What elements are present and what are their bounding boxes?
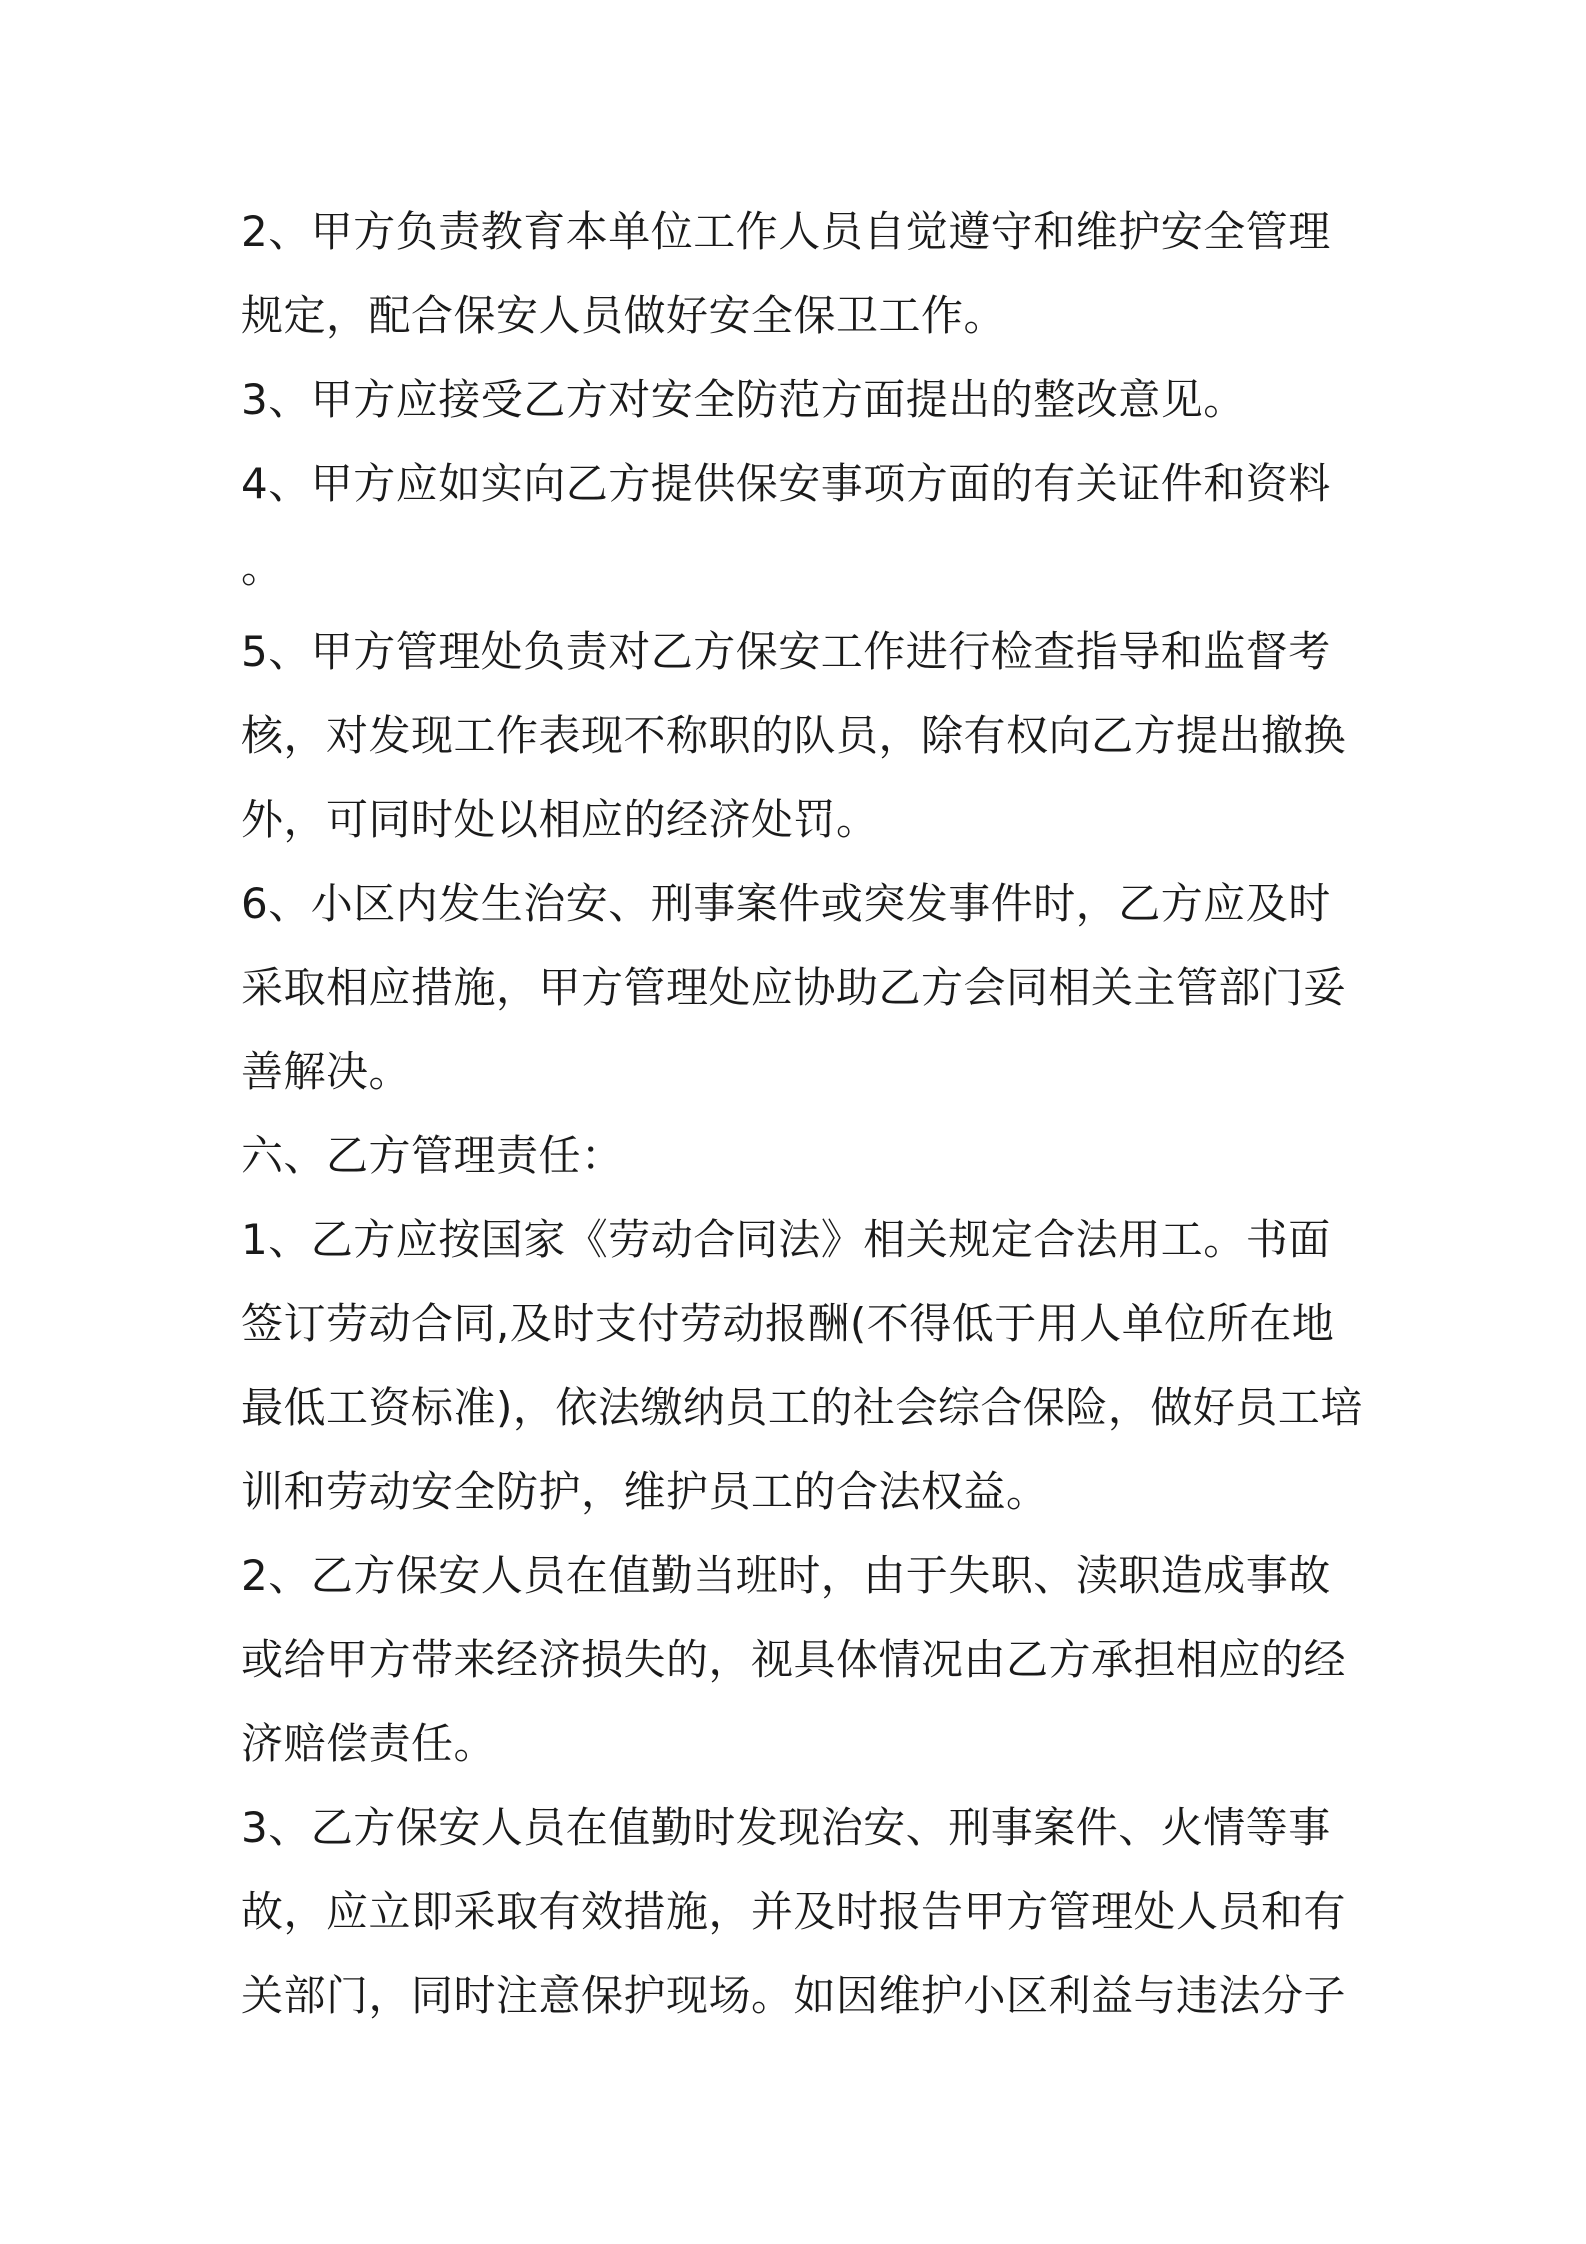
text-line: 规定，配合保安人员做好安全保卫工作。: [241, 291, 1007, 340]
text-line: 5、甲方管理处负责对乙方保安工作进行检查指导和监督考: [241, 627, 1331, 676]
text-line: 训和劳动安全防护，维护员工的合法权益。: [241, 1467, 1049, 1516]
section-heading: 六、乙方管理责任：: [241, 1131, 624, 1180]
text-line: 6、小区内发生治安、刑事案件或突发事件时，乙方应及时: [241, 879, 1331, 928]
text-line: 外，可同时处以相应的经济处罚。: [241, 795, 879, 844]
text-line: 关部门，同时注意保护现场。如因维护小区利益与违法分子: [241, 1971, 1347, 2020]
text-line: 。: [241, 543, 284, 592]
text-line: 4、甲方应如实向乙方提供保安事项方面的有关证件和资料: [241, 459, 1331, 508]
text-line: 善解决。: [241, 1047, 412, 1096]
text-line: 或给甲方带来经济损失的，视具体情况由乙方承担相应的经: [241, 1635, 1347, 1684]
document-body: [241, 190, 1361, 2038]
text-line: 1、乙方应按国家《劳动合同法》相关规定合法用工。书面: [241, 1215, 1331, 1264]
text-line: 签订劳动合同,及时支付劳动报酬(不得低于用人单位所在地: [241, 1299, 1335, 1348]
text-line: 3、甲方应接受乙方对安全防范方面提出的整改意见。: [241, 375, 1246, 424]
text-line: 故，应立即采取有效措施，并及时报告甲方管理处人员和有: [241, 1887, 1347, 1936]
text-line: 济赔偿责任。: [241, 1719, 497, 1768]
text-line: 核，对发现工作表现不称职的队员，除有权向乙方提出撤换: [241, 711, 1347, 760]
text-line: 采取相应措施，甲方管理处应协助乙方会同相关主管部门妥: [241, 963, 1347, 1012]
text-line: 2、甲方负责教育本单位工作人员自觉遵守和维护安全管理: [241, 207, 1331, 256]
text-line: 2、乙方保安人员在值勤当班时，由于失职、渎职造成事故: [241, 1551, 1331, 1600]
text-line: 最低工资标准)，依法缴纳员工的社会综合保险，做好员工培: [241, 1383, 1363, 1432]
text-line: 3、乙方保安人员在值勤时发现治安、刑事案件、火情等事: [241, 1803, 1331, 1852]
